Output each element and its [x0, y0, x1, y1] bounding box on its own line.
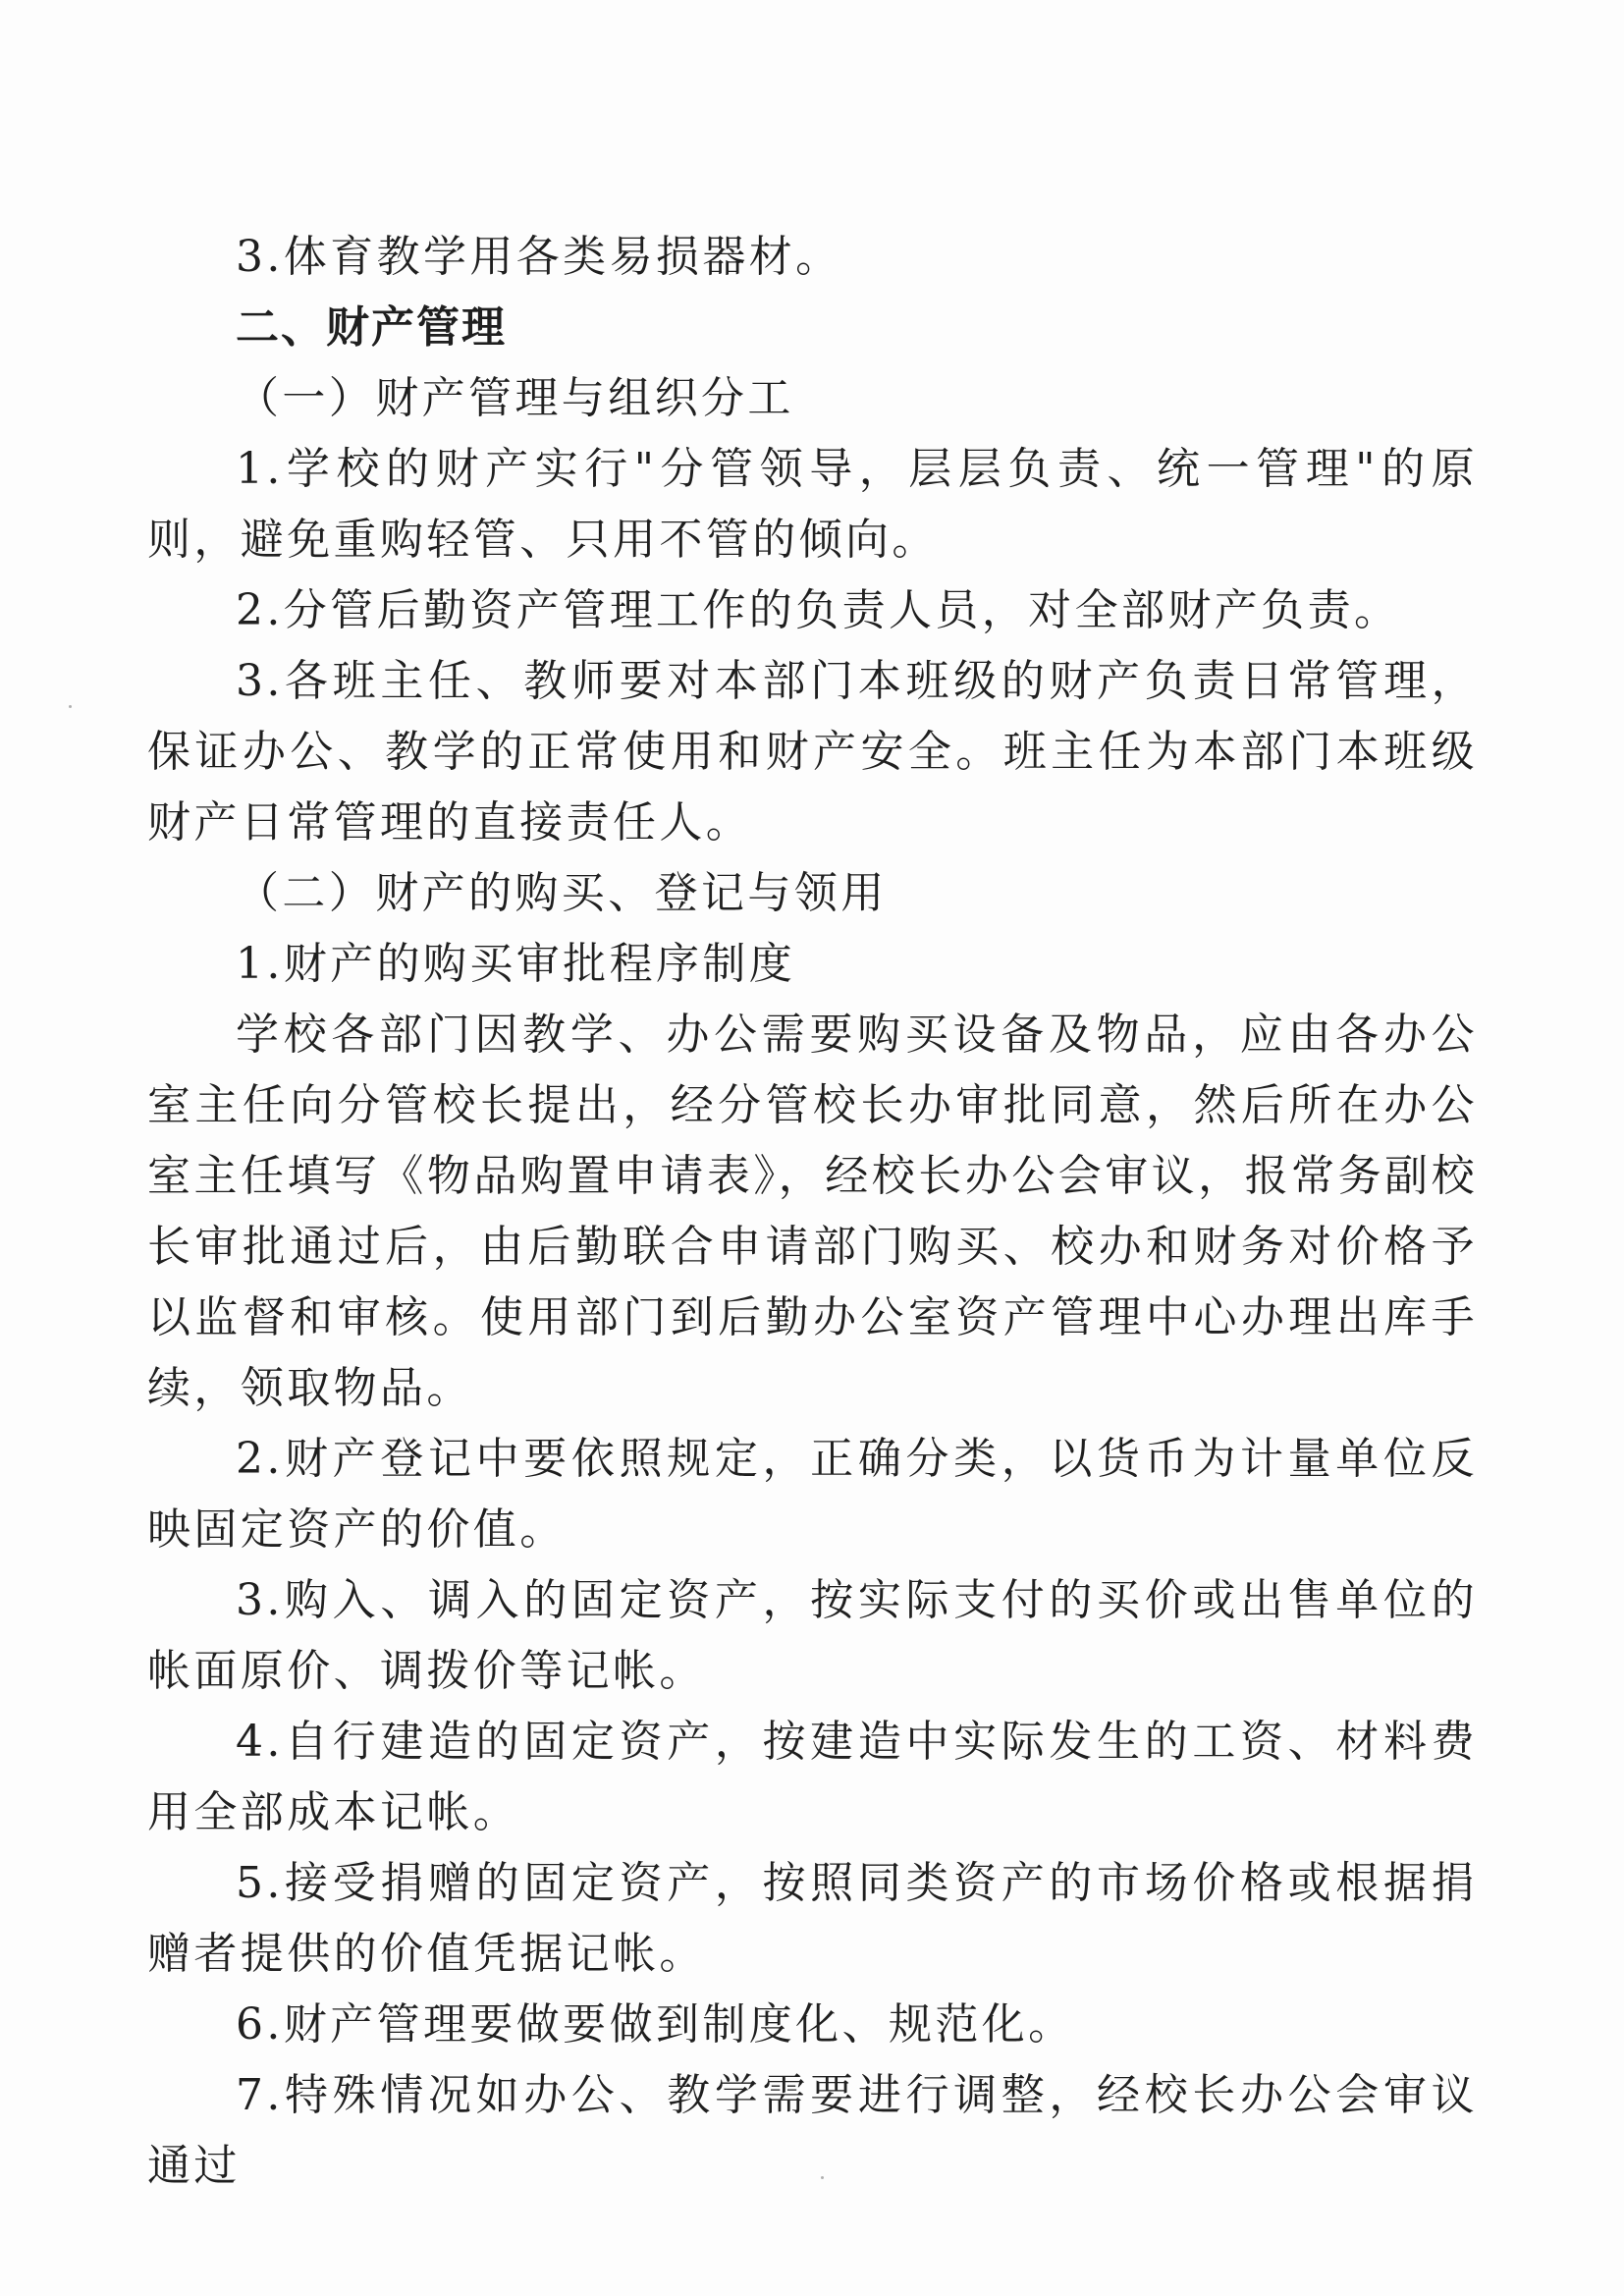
list-item: 7.特殊情况如办公、教学需要进行调整，经校长办公会审议通过: [147, 2070, 1478, 2191]
subsection-heading: （二）财产的购买、登记与领用: [236, 868, 888, 918]
list-item: 1.学校的财产实行"分管领导，层层负责、统一管理"的原则，避免重购轻管、只用不管的倾向。: [147, 444, 1478, 565]
paragraph: 学校各部门因教学、办公需要购买设备及物品，应由各办公室主任向分管校长提出，经分管校长办审批同意，然后所在办公室主任填写《物品购置申请表》，经校长办公会审议，报常务副校长审批通过后，由后勤联合申请部门购买、校办和财务对价格予以监督和审核。使用部门到后勤办公室资产管理中心办理出库手续，领取物品。: [147, 1010, 1478, 1413]
list-item: 2.财产登记中要依照规定，正确分类，以货币为计量单位反映固定资产的价值。: [147, 1434, 1478, 1555]
scan-speck: [69, 705, 72, 708]
list-item: 3.购入、调入的固定资产，按实际支付的买价或出售单位的帐面原价、调拨价等记帐。: [147, 1575, 1478, 1696]
subsection-heading: （一）财产管理与组织分工: [236, 373, 794, 423]
section-heading: 二、财产管理: [236, 302, 507, 353]
list-item: 3.体育教学用各类易损器材。: [236, 232, 842, 282]
list-item: 1.财产的购买审批程序制度: [236, 939, 796, 989]
list-item: 3.各班主任、教师要对本部门本班级的财产负责日常管理，保证办公、教学的正常使用和财产安全。班主任为本部门本班级财产日常管理的直接责任人。: [147, 656, 1478, 847]
document-body: [147, 222, 1478, 2202]
list-item: 6.财产管理要做要做到制度化、规范化。: [236, 1999, 1075, 2050]
list-item: 4.自行建造的固定资产，按建造中实际发生的工资、材料费用全部成本记帐。: [147, 1717, 1478, 1837]
list-item: 2.分管后勤资产管理工作的负责人员，对全部财产负责。: [236, 585, 1401, 635]
list-item: 5.接受捐赠的固定资产，按照同类资产的市场价格或根据捐赠者提供的价值凭据记帐。: [147, 1858, 1478, 1979]
